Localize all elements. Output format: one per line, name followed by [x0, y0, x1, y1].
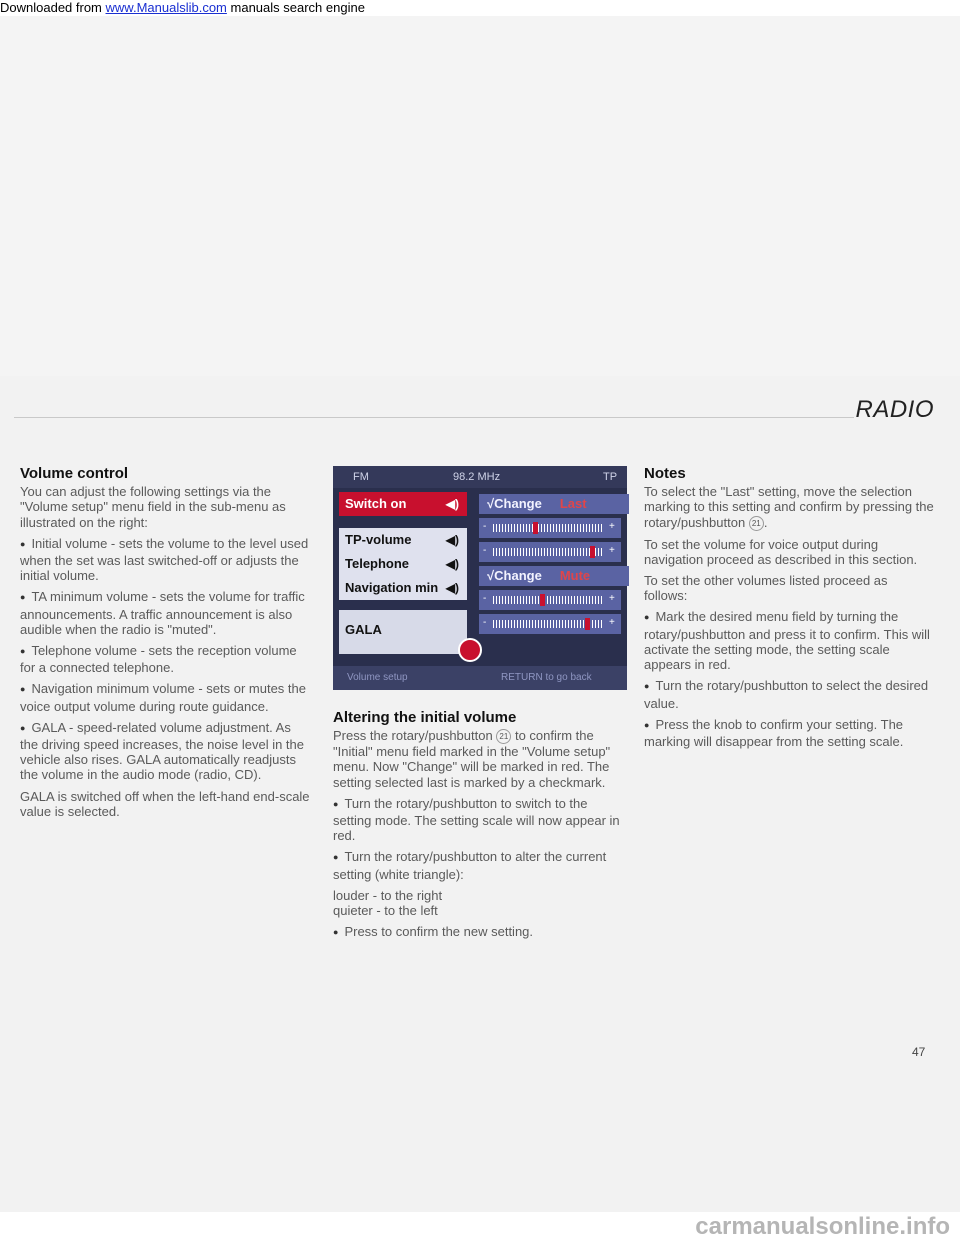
- rotary-knob-icon: [458, 638, 482, 662]
- volume-scale: [493, 524, 603, 532]
- menu-switch-on[interactable]: [339, 492, 467, 516]
- scale-row[interactable]: [479, 542, 621, 562]
- altering-intro: Press the rotary/pushbutton 21 to confirm the "Initial" menu field marked in the "Volume setup" menu. Now "Change" will be marked in red. The setting selected last is marked by a checkmark.: [333, 728, 611, 790]
- page-number: 47: [912, 1045, 926, 1059]
- page-top-area: [0, 16, 960, 376]
- notes-p2: To set the volume for voice output during navigation proceed as described in this section.: [644, 536, 918, 567]
- altering-bullet-2: ● Turn the rotary/pushbutton to alter the current setting (white triangle):: [333, 849, 625, 881]
- volume-scale: [493, 620, 603, 628]
- notes-p1: To select the "Last" setting, move the selection marking to this setting and confirm by pressing the rotary/pushbutton 21 .: [644, 484, 934, 530]
- change-row-last[interactable]: [479, 494, 629, 514]
- return-label[interactable]: RETURN to go back: [501, 672, 592, 683]
- button-21-icon: 21: [749, 516, 764, 531]
- scale-marker: [590, 546, 595, 558]
- manual-page: [0, 16, 960, 1212]
- menu-switch-on-label: Switch on: [345, 496, 407, 511]
- screen-menu: [339, 492, 473, 662]
- scale-marker: [585, 618, 590, 630]
- volume-scale: [493, 548, 603, 556]
- volume-control-heading: Volume control: [20, 465, 129, 482]
- footer-strip: [0, 1212, 960, 1242]
- notes-bullet-2: ● Turn the rotary/pushbutton to select the desired value.: [644, 678, 934, 710]
- menu-gala-label: GALA: [345, 622, 382, 637]
- button-21-icon: 21: [496, 729, 511, 744]
- speaker-icon: ◀): [445, 497, 459, 511]
- notes-p3: To set the other volumes listed proceed as follows:: [644, 573, 888, 604]
- scale-minus: -: [483, 521, 487, 532]
- menu-navigation-min-label: Navigation min: [345, 580, 439, 595]
- mute-label: Mute: [559, 568, 591, 583]
- scale-plus: +: [609, 617, 615, 628]
- bullet-navigation-volume: ● Navigation minimum volume - sets or mutes the voice output volume during route guidance.: [20, 681, 310, 713]
- download-banner: [0, 0, 960, 16]
- manualslib-link[interactable]: www.Manualslib.com: [105, 0, 227, 15]
- menu-telephone[interactable]: [339, 552, 467, 576]
- banner-suffix: manuals search engine: [230, 0, 365, 15]
- header-rule: [14, 417, 854, 418]
- speaker-icon: ◀): [445, 581, 459, 595]
- tp-label: TP: [603, 471, 618, 483]
- volume-scale: [493, 596, 603, 604]
- scale-minus: -: [483, 617, 487, 628]
- scale-marker: [540, 594, 545, 606]
- watermark-text: carmanualsonline.info: [695, 1213, 950, 1240]
- speaker-icon: ◀): [445, 557, 459, 571]
- scale-minus: -: [483, 545, 487, 556]
- scale-row[interactable]: [479, 518, 621, 538]
- banner-prefix: Downloaded from: [0, 0, 102, 15]
- gala-closing-note: GALA is switched off when the left-hand end-scale value is selected.: [20, 788, 310, 819]
- menu-tp-volume-label: TP-volume: [345, 532, 412, 547]
- volume-control-intro: You can adjust the following settings via the "Volume setup" menu field in the sub-menu as illustrated on the right:: [20, 484, 286, 530]
- scale-row[interactable]: [479, 590, 621, 610]
- notes-column: [644, 466, 934, 755]
- scale-minus: -: [483, 593, 487, 604]
- scale-plus: +: [609, 521, 615, 532]
- scale-row[interactable]: [479, 614, 621, 634]
- change-row-mute[interactable]: [479, 566, 629, 586]
- bullet-ta-volume: ● TA minimum volume - sets the volume for traffic announcements. A traffic announcement is also audible when the radio is "muted".: [20, 589, 310, 637]
- quieter-note: quieter - to the left: [333, 903, 438, 919]
- change-label: √Change: [487, 496, 542, 511]
- bullet-initial-volume: ● Initial volume - sets the volume to the level used when the set was last switched-off or adjusts the initial volume.: [20, 536, 310, 584]
- section-title: RADIO: [855, 396, 934, 423]
- scale-marker: [533, 522, 538, 534]
- bullet-gala: ● GALA - speed-related volume adjustment. As the driving speed increases, the noise level in the vehicle also rises. GALA automatically readjusts the volume in the audio mode (radio, CD).: [20, 720, 310, 783]
- altering-volume-column: [333, 710, 625, 948]
- menu-gala[interactable]: [339, 610, 467, 654]
- screen-settings: [479, 492, 621, 662]
- notes-heading: Notes: [644, 465, 686, 482]
- volume-setup-screen: [333, 466, 627, 690]
- change-label: √Change: [487, 568, 542, 583]
- menu-tp-volume[interactable]: [339, 528, 467, 552]
- altering-bullet-3: ● Press to confirm the new setting.: [333, 924, 625, 941]
- scale-plus: +: [609, 593, 615, 604]
- speaker-icon: ◀): [445, 533, 459, 547]
- louder-note: louder - to the right: [333, 887, 443, 903]
- volume-control-column: [20, 466, 310, 825]
- volume-setup-label: Volume setup: [347, 672, 408, 683]
- scale-plus: +: [609, 545, 615, 556]
- frequency-label: 98.2 MHz: [453, 471, 501, 483]
- screen-status-bar: [333, 466, 627, 488]
- last-label: Last: [559, 496, 587, 511]
- altering-heading: Altering the initial volume: [333, 709, 517, 726]
- bullet-telephone-volume: ● Telephone volume - sets the reception volume for a connected telephone.: [20, 643, 310, 675]
- menu-telephone-label: Telephone: [345, 556, 410, 571]
- notes-bullet-3: ● Press the knob to confirm your setting. The marking will disappear from the setting scale.: [644, 717, 934, 749]
- menu-navigation-min[interactable]: [339, 576, 467, 600]
- screen-bottom-bar: [333, 666, 627, 690]
- notes-bullet-1: ● Mark the desired menu field by turning the rotary/pushbutton and press it to confirm. This will activate the setting mode, the setting scale appears in red.: [644, 609, 934, 672]
- altering-bullet-1: ● Turn the rotary/pushbutton to switch to the setting mode. The setting scale will now appear in red.: [333, 796, 625, 844]
- fm-label: FM: [353, 471, 369, 483]
